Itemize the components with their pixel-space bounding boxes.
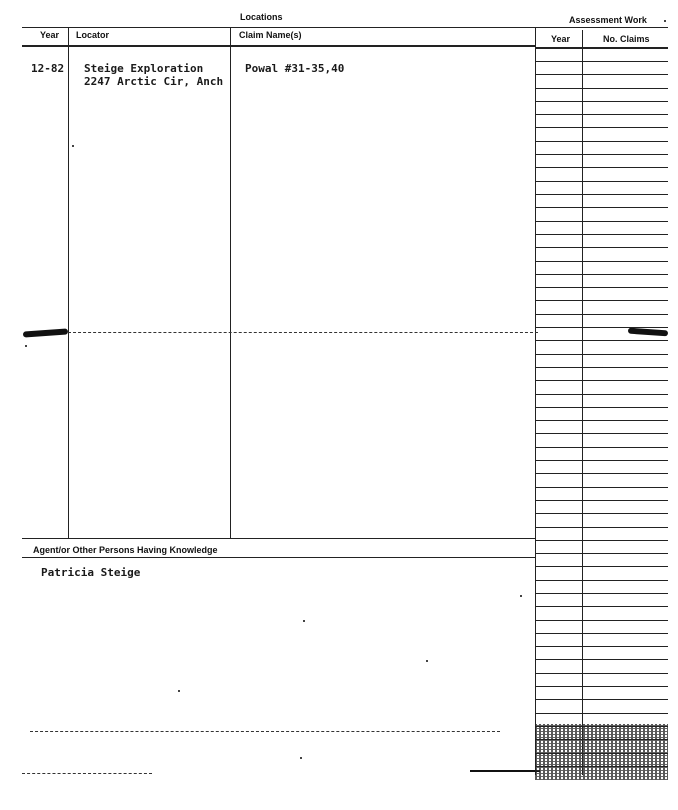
entry-claim-names: Powal #31-35,40 xyxy=(245,62,345,75)
col-header-claim-names: Claim Name(s) xyxy=(239,30,302,40)
assessment-work-row xyxy=(535,327,668,328)
assessment-work-row xyxy=(535,261,668,262)
assessment-work-row xyxy=(535,114,668,115)
scan-speck xyxy=(426,660,428,662)
assessment-work-row xyxy=(535,686,668,687)
assessment-work-row xyxy=(535,673,668,674)
assessment-work-row xyxy=(535,420,668,421)
entry-locator-line2: 2247 Arctic Cir, Anch xyxy=(84,75,224,88)
assessment-work-row xyxy=(535,447,668,448)
aw-header-rule-bottom xyxy=(535,47,668,49)
assessment-work-row xyxy=(535,61,668,62)
assessment-work-row xyxy=(535,367,668,368)
assessment-work-row xyxy=(535,127,668,128)
header-rule-bottom xyxy=(22,45,535,47)
assessment-work-row xyxy=(535,300,668,301)
scan-speck xyxy=(303,620,305,622)
agent-section-rule xyxy=(22,557,535,558)
assessment-work-row xyxy=(535,500,668,501)
col-header-aw-no-claims: No. Claims xyxy=(603,34,650,44)
scan-speck xyxy=(25,345,27,347)
scan-speck xyxy=(300,757,302,759)
scan-speck xyxy=(72,145,74,147)
assessment-work-row xyxy=(535,101,668,102)
assessment-work-row xyxy=(535,74,668,75)
scan-noise-block xyxy=(535,724,668,780)
assessment-work-row xyxy=(535,540,668,541)
assessment-work-row xyxy=(535,620,668,621)
locations-table-bottom xyxy=(22,538,535,539)
col-header-year: Year xyxy=(40,30,60,40)
scan-speck xyxy=(178,690,180,692)
assessment-work-row xyxy=(535,713,668,714)
assessment-work-row xyxy=(535,354,668,355)
assessment-work-row xyxy=(535,433,668,434)
scan-noise-line-3 xyxy=(470,770,540,772)
header-locations: Locations xyxy=(240,12,283,22)
assessment-work-row xyxy=(535,460,668,461)
assessment-work-row xyxy=(535,154,668,155)
scan-noise-line-2 xyxy=(22,773,152,774)
assessment-work-row xyxy=(535,141,668,142)
scan-noise-line-1 xyxy=(30,731,500,732)
assessment-work-row xyxy=(535,394,668,395)
scan-smudge-left xyxy=(23,328,68,337)
agent-name: Patricia Steige xyxy=(41,566,141,579)
assessment-work-row xyxy=(535,247,668,248)
assessment-work-row xyxy=(535,407,668,408)
assessment-work-row xyxy=(535,234,668,235)
assessment-work-row xyxy=(535,659,668,660)
col-header-aw-year: Year xyxy=(551,34,571,44)
scan-fold-line xyxy=(68,332,538,333)
assessment-work-row xyxy=(535,207,668,208)
assessment-work-row xyxy=(535,473,668,474)
divider-locator-claims xyxy=(230,27,231,538)
assessment-work-row xyxy=(535,287,668,288)
assessment-work-row xyxy=(535,181,668,182)
entry-locator-line1: Steige Exploration xyxy=(84,62,204,75)
assessment-work-row xyxy=(535,566,668,567)
assessment-work-row xyxy=(535,314,668,315)
scan-speck xyxy=(664,20,666,22)
agent-section-label: Agent/or Other Persons Having Knowledge xyxy=(33,545,218,555)
assessment-work-row xyxy=(535,580,668,581)
assessment-work-row xyxy=(535,194,668,195)
assessment-work-row xyxy=(535,513,668,514)
assessment-work-row xyxy=(535,88,668,89)
divider-year-locator xyxy=(68,27,69,538)
assessment-work-row xyxy=(535,593,668,594)
header-assessment-work: Assessment Work xyxy=(569,15,647,25)
col-header-locator: Locator xyxy=(76,30,110,40)
assessment-work-row xyxy=(535,274,668,275)
assessment-work-row xyxy=(535,606,668,607)
header-rule-top xyxy=(22,27,668,28)
assessment-work-row xyxy=(535,646,668,647)
assessment-work-row xyxy=(535,340,668,341)
assessment-work-row xyxy=(535,167,668,168)
entry-year: 12-82 xyxy=(31,62,65,75)
assessment-work-row xyxy=(535,699,668,700)
divider-claims-aw xyxy=(535,27,536,775)
assessment-work-row xyxy=(535,487,668,488)
assessment-work-row xyxy=(535,633,668,634)
assessment-work-row xyxy=(535,221,668,222)
scan-smudge-right xyxy=(628,328,668,337)
scan-speck xyxy=(520,595,522,597)
assessment-work-row xyxy=(535,527,668,528)
assessment-work-row xyxy=(535,553,668,554)
assessment-work-row xyxy=(535,380,668,381)
